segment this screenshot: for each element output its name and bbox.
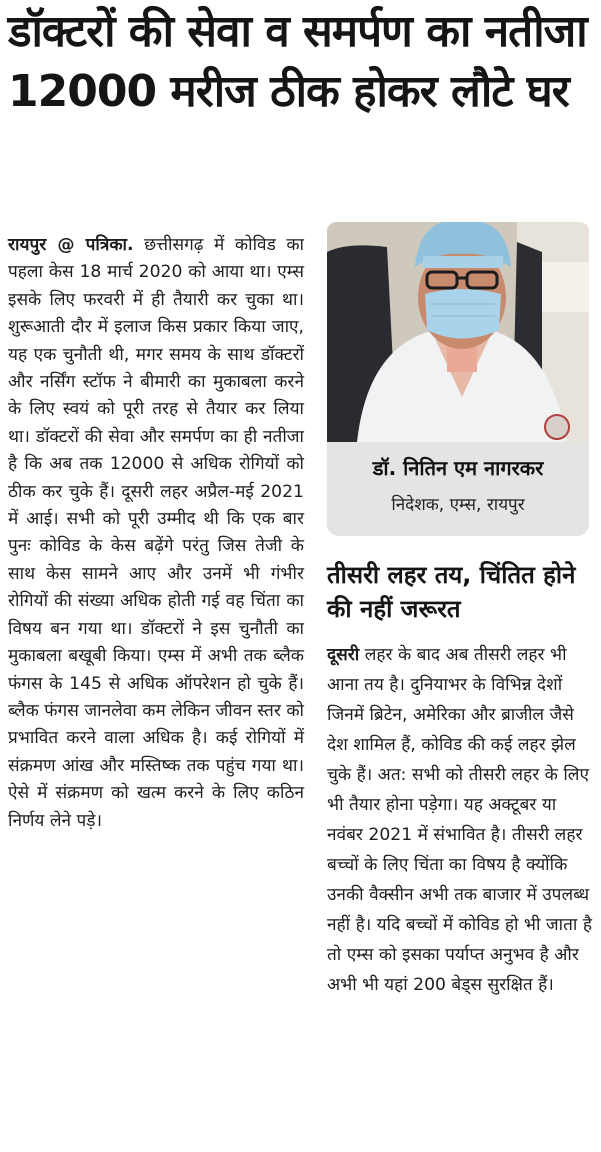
dateline: रायपुर @ पत्रिका. [8,235,134,255]
sidebar-lead-word: दूसरी [327,645,360,665]
photo-caption [327,442,589,536]
article-text: छत्तीसगढ़ में कोविड का पहला केस 18 मार्च 2020 को आया था। एम्स इसके लिए फरवरी में ही तैयारी कर चुका था। शुरूआती दौर में इलाज किस प्रकार किया जाए, यह एक चुनौती थी, मगर समय के साथ डॉक्टरों और नर्सिंग स्टॉफ ने बीमारी का मुकाबला करने के लिए स्वयं को पूरी तरह से तैयार कर लिया था। डॉक्टरों की सेवा और समर्पण का ही नतीजा है कि अब तक 12000 से अधिक रोगियों को ठीक कर चुके हैं। दूसरी लहर अप्रैल-मई 2021 में आई। सभी को पूरी उम्मीद थी कि एक बार पुनः कोविड के केस बढ़ेंगे परंतु जिस तेजी के साथ केस सामने आए और उनमें भी गंभीर रोगियों की संख्या अधिक होती गई वह चिंता का विषय बन गया था। डॉक्टरों ने इस चुनौती का मुकाबला बखूबी किया। एम्स में अभी तक ब्लैक फंगस के 145 से अधिक ऑपरेशन हो चुके हैं। ब्लैक फंगस जानलेवा कम लेकिन जीवन स्तर को प्रभावित करने वाला अधिक है। कई रोगियों में संक्रमण आंख और मस्तिष्क तक पहुंच गया था। ऐसे में संक्रमण को खत्म करने के लिए कठिन निर्णय लेने पड़े। [8,235,305,831]
sidebar-text: लहर के बाद अब तीसरी लहर भी आना तय है। दुनियाभर के विभिन्न देशों जिनमें ब्रिटेन, अमेरिका और ब्राजील जैसे देश शामिल हैं, कोविड की कई लहर झेल चुके हैं। अत: सभी को तीसरी लहर के लिए भी तैयार होना पड़ेगा। यह अक्टूबर या नवंबर 2021 में संभावित है। तीसरी लहर बच्चों के लिए चिंता का विषय है क्योंकि उनकी वैक्सीन अभी तक बाजार में उपलब्ध नहीं है। यदि बच्चों में कोविड हो भी जाता है तो एम्स को इसका पर्याप्त अनुभव है और अभी भी यहां 200 बेड्स सुरक्षित हैं। [327,645,592,995]
doctor-portrait-illustration [327,222,589,442]
sidebar-subhead: तीसरी लहर तय, चिंतित होने की नहीं जरूरत [327,561,576,623]
sidebar-body [327,640,593,1000]
article-body [8,232,304,835]
doctor-photo [327,222,589,442]
caption-designation: निदेशक, एम्स, रायपुर [391,495,525,515]
caption-name: डॉ. नितिन एम नागरकर [372,456,544,480]
headline: डॉक्टरों की सेवा व समर्पण का नतीजा 12000 मरीज ठीक होकर लौटे घर [8,6,587,117]
